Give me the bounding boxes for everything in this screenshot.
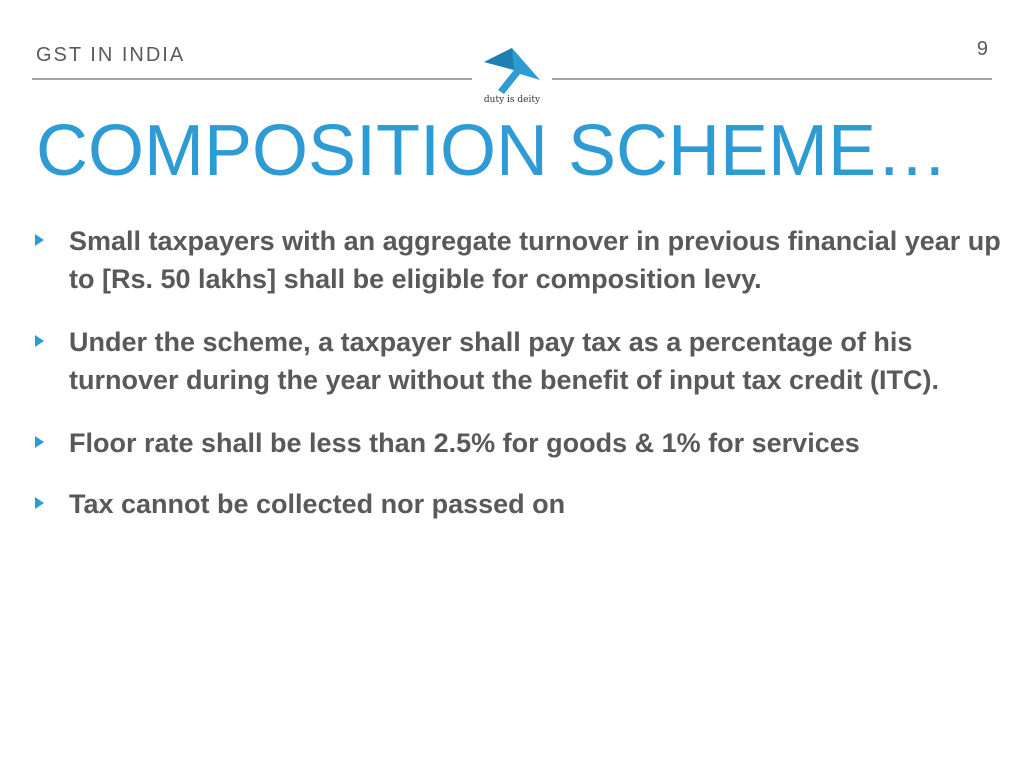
header-label: GST IN INDIA bbox=[36, 44, 186, 66]
bullet-text: Under the scheme, a taxpayer shall pay tax as a percentage of his turnover during the year without the benefit of input tax credit (ITC). bbox=[69, 327, 940, 395]
bullet-list bbox=[32, 222, 1007, 548]
bullet-item bbox=[32, 222, 1007, 298]
company-logo bbox=[474, 44, 550, 110]
bullet-triangle-icon bbox=[35, 335, 44, 347]
bullet-text: Floor rate shall be less than 2.5% for goods & 1% for services bbox=[69, 428, 860, 458]
bullet-triangle-icon bbox=[35, 497, 44, 509]
slide-title: COMPOSITION SCHEME… bbox=[36, 111, 949, 191]
bullet-text: Small taxpayers with an aggregate turnover in previous financial year up to [Rs. 50 lakhs] shall be eligible for composition levy. bbox=[69, 226, 1001, 294]
bullet-text: Tax cannot be collected nor passed on bbox=[69, 489, 566, 519]
page-number: 9 bbox=[976, 38, 988, 60]
logo-tagline: duty is deity bbox=[483, 95, 541, 105]
bullet-item bbox=[32, 485, 1007, 523]
bullet-item bbox=[32, 424, 1007, 462]
arrow-logo-icon bbox=[474, 44, 550, 96]
bullet-triangle-icon bbox=[35, 234, 44, 246]
header-rule-right bbox=[552, 78, 992, 80]
bullet-triangle-icon bbox=[35, 436, 44, 448]
bullet-item bbox=[32, 323, 1007, 399]
header-rule-left bbox=[32, 78, 472, 80]
